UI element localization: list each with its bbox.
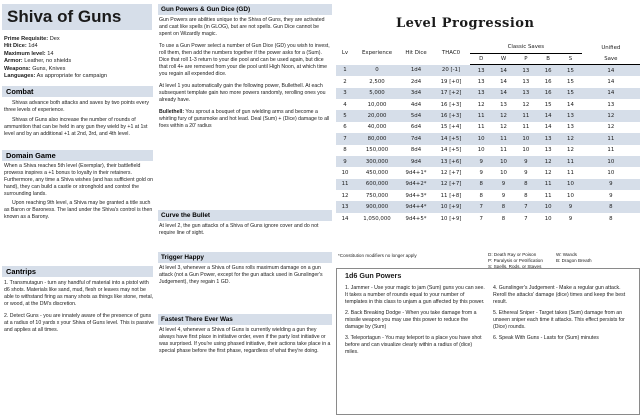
gun-power-item: 4. Gunslinger's Judgement - Make a regular gun attack. Reroll the attacks' damage (dice) times and keep the best result. — [493, 285, 626, 305]
table-cell: 7 — [470, 201, 492, 212]
table-cell: 11 — [515, 110, 537, 121]
gun-power-item: 2. Back Breaking Dodge - When you take damage from a missile weapon you may use this power to reduce the damage by (Sum) — [345, 310, 477, 330]
table-cell: 5 — [336, 110, 354, 121]
table-cell: 13 — [607, 101, 615, 108]
table-cell: 19 [+0] — [440, 78, 462, 85]
legend-item: W: Wands — [556, 252, 577, 257]
stat-row: Languages: As appropriate for campaign — [4, 73, 107, 80]
table-cell: 10 — [470, 133, 492, 144]
trigger-paragraph: At level 3, whenever a Shiva of Guns rolls maximum damage on a gun attack (not a Gun Power, except for the gun attack used in Gunslinger's Judgement), they regain 1 GD. — [159, 265, 323, 285]
table-cell: 8 — [515, 179, 537, 190]
col-header-d: D — [470, 53, 492, 64]
legend-item: P: Paralysis or Petrification — [488, 258, 543, 263]
table-cell: 12 — [567, 147, 574, 154]
table-cell: 8 — [470, 179, 492, 190]
column-middle — [158, 0, 332, 415]
table-cell: 12 — [559, 133, 581, 144]
table-cell: 9d4+4* — [400, 201, 432, 212]
table-cell: 11 — [567, 169, 574, 176]
table-cell: 9d4+2* — [400, 179, 432, 190]
table-cell: 2,500 — [369, 78, 385, 85]
fastest-body — [159, 327, 331, 358]
table-footnote: *Constitution modifiers no longer apply — [338, 253, 417, 258]
table-row — [336, 99, 640, 110]
domain-body — [4, 163, 154, 221]
table-cell: 11 — [522, 124, 530, 131]
table-cell: 10 — [559, 179, 581, 190]
col-header-thaco: THAC0 — [441, 50, 461, 57]
table-cell: 9 — [609, 192, 613, 199]
table-cell: 0 — [354, 65, 400, 76]
table-cell: 9 — [492, 179, 514, 190]
table-cell: 450,000 — [365, 169, 389, 176]
col-header-s: S — [559, 53, 581, 64]
table-cell: 8 — [501, 215, 506, 222]
table-cell: 9 — [479, 169, 483, 176]
table-cell: 9 — [582, 179, 640, 190]
table-row — [336, 190, 640, 201]
table-cell: 10 — [515, 133, 537, 144]
gun-power-item: 5. Ethereal Sniper - Target takes (Sum) damage from an unseen sniper each time it attacks. This effect persists for (Dice) rounds. — [493, 310, 625, 330]
table-cell: 80,000 — [354, 133, 400, 144]
col-header-save: Save — [582, 53, 640, 64]
column-right — [336, 0, 640, 415]
table-cell: 12 — [500, 124, 507, 131]
table-cell: 15 — [544, 101, 552, 108]
combat-heading: Combat — [2, 86, 153, 97]
table-cell: 10 — [492, 156, 514, 167]
table-cell: 2 — [343, 78, 347, 85]
table-cell: 40,000 — [367, 124, 387, 131]
gun-powers-body — [159, 17, 331, 133]
gun-powers-paragraph: At level 1 you automatically gain the following power, Bullethell. At each subsequent template gain two more powers randomly, rerolling ones you already have. — [159, 83, 326, 103]
table-cell: 8 — [479, 192, 483, 199]
table-cell: 4d4 — [410, 101, 422, 108]
table-cell: 10 — [567, 192, 574, 199]
table-cell: 14 — [582, 65, 640, 76]
table-cell: 9 — [470, 156, 492, 167]
table-row — [336, 110, 640, 121]
curve-body — [159, 223, 331, 240]
table-cell: 14 — [492, 65, 514, 76]
table-cell: 14 [+5] — [440, 147, 462, 154]
bullethell-paragraph: Bullethell: You sprout a bouquet of gun wielding arms and become a whirling fury of gunsmoke and hot lead. Deal (Sum) + (Dice) damage to all foes within a 20' radius — [159, 109, 330, 129]
table-cell: 9d4+3* — [405, 192, 427, 199]
table-cell: 7d4 — [400, 133, 432, 144]
col-header-classic-saves: Classic Saves — [470, 42, 582, 53]
stat-row: Prime Requisite: Dex — [4, 36, 60, 42]
table-cell: 11 — [500, 147, 507, 154]
table-cell: 12 — [492, 110, 514, 121]
cantrips-body — [4, 280, 154, 334]
table-cell: 12 — [582, 110, 640, 121]
legend-item: B: Dragon Breath — [556, 258, 592, 263]
stat-row: Hit Dice: 1d4 — [4, 43, 38, 50]
table-cell: 750,000 — [365, 192, 389, 199]
bullethell-label: Bullethell: — [159, 109, 185, 115]
table-cell: 12 — [341, 192, 349, 199]
table-cell: 15 — [567, 78, 574, 85]
class-stats — [4, 36, 154, 80]
table-cell: 13 — [559, 110, 581, 121]
table-cell: 3 — [336, 88, 354, 99]
table-cell: 10 — [500, 169, 507, 176]
table-cell: 14 — [537, 110, 559, 121]
table-cell: 6 — [343, 124, 347, 131]
table-cell: 17 [+2] — [432, 88, 470, 99]
table-row — [336, 122, 640, 133]
table-cell: 10 — [537, 201, 559, 212]
table-cell: 14 — [341, 215, 349, 222]
table-cell: 900,000 — [354, 201, 400, 212]
domain-paragraph: Upon reaching 9th level, a Shiva may be granted a title such as Baron or Baroness. The land under the Shiva's control is then known as a Barony. — [4, 200, 153, 220]
table-body — [336, 65, 640, 224]
table-cell: 9 — [515, 156, 537, 167]
table-cell: 16 — [537, 65, 559, 76]
table-cell: 14 [+5] — [432, 133, 470, 144]
col-header-hit-dice: Hit Dice — [405, 50, 427, 57]
trigger-heading: Trigger Happy — [158, 252, 332, 263]
fastest-heading: Fastest There Ever Was — [158, 314, 332, 325]
d6-powers-right — [493, 285, 635, 346]
table-cell: 11 — [544, 192, 552, 199]
table-cell: 11 — [470, 110, 492, 121]
d6-powers-left — [345, 285, 487, 360]
table-cell: 2d4 — [410, 78, 422, 85]
table-cell: 20,000 — [354, 110, 400, 121]
table-cell: 10 — [522, 147, 530, 154]
column-left — [0, 0, 155, 415]
table-cell: 16 — [544, 78, 552, 85]
table-cell: 10 — [477, 147, 485, 154]
table-cell: 13 — [515, 88, 537, 99]
table-cell: 13 — [500, 101, 507, 108]
table-cell: 15 — [559, 65, 581, 76]
table-cell: 13 — [515, 65, 537, 76]
table-cell: 300,000 — [354, 156, 400, 167]
table-cell: 14 — [544, 124, 552, 131]
stat-row: Maximum level: 14 — [4, 50, 54, 57]
table-cell: 1 — [336, 65, 354, 76]
table-cell: 1,050,000 — [363, 215, 391, 222]
table-cell: 9 — [501, 192, 506, 199]
table-cell: 14 — [567, 101, 574, 108]
table-cell: 12 — [544, 169, 552, 176]
table-cell: 12 [+7] — [440, 169, 462, 176]
table-cell: 11 — [559, 156, 581, 167]
table-cell: 6d4 — [410, 124, 422, 131]
domain-heading: Domain Game — [2, 150, 153, 161]
table-cell: 12 — [607, 124, 615, 131]
table-cell: 5,000 — [354, 88, 400, 99]
table-cell: 8 — [492, 201, 514, 212]
class-title: Shiva of Guns — [2, 4, 152, 30]
table-cell: 7 — [336, 133, 354, 144]
table-cell: 10 — [341, 169, 349, 176]
table-cell: 10,000 — [367, 101, 387, 108]
table-cell: 150,000 — [365, 147, 389, 154]
col-header-w: W — [492, 53, 514, 64]
table-header-row — [336, 42, 640, 53]
d6-powers-heading: 1d6 Gun Powers — [345, 271, 402, 280]
table-cell: 8 — [524, 192, 528, 199]
table-cell: 7 — [515, 201, 537, 212]
table-cell: 13 — [470, 65, 492, 76]
table-cell: 9 — [524, 169, 528, 176]
cantrips-heading: Cantrips — [2, 266, 153, 277]
table-cell: 14 — [607, 78, 615, 85]
table-cell: 11 — [582, 133, 640, 144]
table-row — [336, 145, 640, 156]
table-cell: 20 [-1] — [432, 65, 470, 76]
table-cell: 13 — [537, 133, 559, 144]
table-cell: 9d4+5* — [405, 215, 427, 222]
legend-item: D: Death Ray or Poison — [488, 252, 537, 257]
table-cell: 13 — [470, 88, 492, 99]
table-cell: 13 — [477, 78, 485, 85]
domain-paragraph: When a Shiva reaches 5th level (Exemplar), their battlefield prowess inspires a +1 bonus to loyalty in their retainers. Furthermore, any time a Shiva wishes (and has sufficient gold on hand), they can build a castle or stronghold and control the surrounding lands. — [4, 163, 153, 197]
table-cell: 14 — [492, 88, 514, 99]
table-cell: 11 — [492, 133, 514, 144]
table-cell: 11 — [477, 124, 485, 131]
col-header-unified: Unified — [601, 44, 621, 51]
table-cell: 9d4 — [400, 156, 432, 167]
gun-powers-paragraph: To use a Gun Power select a number of Gun Dice (GD) you wish to invest, roll them, then add the numbers together if the power asks for a (Sum). Dice that roll 1-3 return to your die pool and can be used again, but dice that roll 4+ are removed from your die pool until High Noon, at which time you regain all expended dice. — [159, 43, 330, 77]
table-cell: 11 [+8] — [440, 192, 462, 199]
table-cell: 16 [+3] — [432, 110, 470, 121]
table-row — [336, 167, 640, 178]
table-cell: 13 — [336, 201, 354, 212]
table-cell: 8d4 — [410, 147, 422, 154]
table-cell: 13 — [522, 78, 530, 85]
table-cell: 9d4+1* — [405, 169, 427, 176]
col-header-experience: Experience — [361, 50, 393, 57]
curve-heading: Curve the Bullet — [158, 210, 332, 221]
table-cell: 7 — [479, 215, 483, 222]
col-header-b: B — [537, 53, 559, 64]
table-cell: 15 [+4] — [440, 124, 462, 131]
stat-row: Weapons: Guns, Knives — [4, 65, 66, 72]
table-cell: 1d4 — [400, 65, 432, 76]
table-row — [336, 76, 640, 87]
table-cell: 600,000 — [354, 179, 400, 190]
table-cell: 12 — [522, 101, 530, 108]
table-cell: 8 — [609, 215, 613, 222]
table-row — [336, 156, 640, 167]
cantrip-item: 1. Transmutagun - turn any handful of material into a pistol with d6 shots. Materials like sand, mud, flesh or leaves may not be able to withstand firing as many shots as things like stone, metal, or wood, at the DM's discretion. — [4, 280, 154, 307]
table-cell: 14 — [500, 78, 507, 85]
gun-power-item: 3. Teleportagun - You may teleport to a place you have shot before and can visualize clearly within a radius of (dice) miles. — [345, 335, 482, 355]
gun-power-item: 1. Jammer - Use your magic to jam (Sum) guns you can see. It takes a number of rounds equal to your number of templates in this class to unjam a gun affected by this power. — [345, 285, 485, 305]
table-cell: 10 — [607, 169, 615, 176]
table-row — [336, 65, 640, 76]
table-cell: 9 — [568, 215, 573, 222]
table-cell: 11 — [537, 179, 559, 190]
table-cell: 16 — [537, 88, 559, 99]
table-cell: 12 [+7] — [432, 179, 470, 190]
table-cell: 11 — [607, 147, 615, 154]
table-cell: 9 — [559, 201, 581, 212]
table-cell: 10 — [544, 215, 552, 222]
d6-powers-box — [336, 268, 640, 415]
table-cell: 14 — [582, 88, 640, 99]
table-cell: 13 [+6] — [432, 156, 470, 167]
stat-row: Armor: Leather, no shields — [4, 58, 72, 65]
table-row — [336, 179, 640, 190]
cantrip-item: 2. Detect Guns - you are innately aware of the presence of guns at a radius of 10 yards x your Shiva of Guns level. This is passive and applies at all times. — [4, 313, 154, 333]
col-header-p: P — [515, 53, 537, 64]
table-cell: 10 [+9] — [432, 201, 470, 212]
table-cell: 3d4 — [400, 88, 432, 99]
table-row — [336, 201, 640, 212]
fastest-paragraph: At level 4, whenever a Shiva of Guns is currently wielding a gun they always have first place in initiative order, even if the party lost initiative or was surprised. If you're using phased initiative, their actions take place in a special phase before the first phase, regardless of what they're doing. — [159, 327, 331, 354]
table-cell: 12 — [477, 101, 485, 108]
table-row — [336, 213, 640, 224]
gun-powers-paragraph: Gun Powers are abilities unique to the Shiva of Guns, they are activated and cast like spells (in GLOG), but are not spells. Gun Dice cannot be spent on Wizardly magic. — [159, 17, 325, 37]
table-row — [336, 88, 640, 99]
table-cell: 7 — [524, 215, 528, 222]
level-progression-title: Level Progression — [396, 16, 535, 31]
table-cell: 13 — [544, 147, 552, 154]
table-cell: 9 — [336, 156, 354, 167]
table-cell: 12 — [537, 156, 559, 167]
table-cell: 16 [+3] — [440, 101, 462, 108]
gun-powers-heading: Gun Powers & Gun Dice (GD) — [158, 4, 332, 15]
table-cell: 15 — [559, 88, 581, 99]
table-cell: 5d4 — [400, 110, 432, 121]
table-cell: 8 — [343, 147, 347, 154]
table-cell: 10 [+9] — [440, 215, 462, 222]
gun-power-item: 6. Speak With Guns - Lasts for (Sum) minutes — [493, 335, 599, 341]
table-row — [336, 133, 640, 144]
level-progression-table — [336, 42, 640, 224]
table-cell: 10 — [582, 156, 640, 167]
table-cell: 8 — [582, 201, 640, 212]
table-cell: 11 — [336, 179, 354, 190]
legend-item: S: Spells, Rods, or Staves — [488, 264, 542, 269]
combat-body — [4, 100, 154, 138]
combat-paragraph: Shivas of Guns also increase the number of rounds of ammunition that can be held in any gun they wield by +1 at 1st level and by an additional +1 at 2nd, 3rd, and 4th level. — [4, 117, 148, 137]
table-cell: 13 — [567, 124, 574, 131]
col-header-level: Lv — [341, 50, 349, 57]
combat-paragraph: Shivas advance both attacks and saves by two points every three levels of experience. — [4, 100, 149, 113]
table-cell: 4 — [343, 101, 347, 108]
trigger-body — [159, 265, 331, 289]
curve-paragraph: At level 2, the gun attacks of a Shiva of Guns ignore cover and do not require line of sight. — [159, 223, 319, 236]
